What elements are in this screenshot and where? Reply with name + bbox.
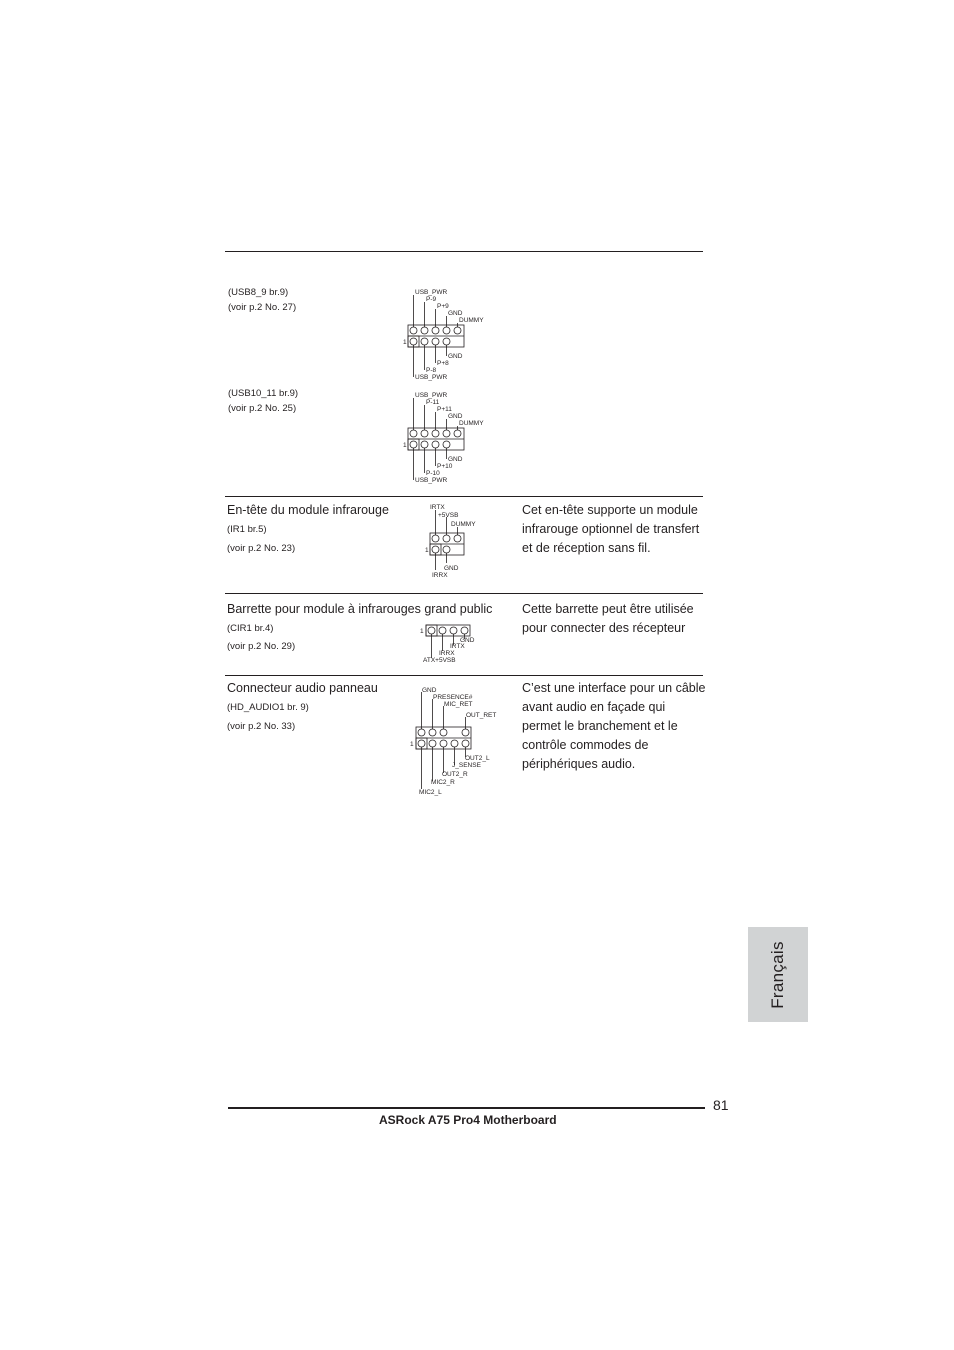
pin-label: GND — [444, 565, 459, 572]
pin-label: GND — [460, 637, 475, 644]
pin-label: P-9 — [426, 296, 437, 303]
pin-label: P-8 — [426, 367, 437, 374]
audio-description: C’est une interface pour un câble avant audio en façade qui permet le branchement et le contrôle commodes de périphériques audio. — [522, 681, 706, 771]
pin-label: USB_PWR — [415, 392, 448, 399]
pin-label: GND — [448, 310, 463, 317]
pin-label: GND — [422, 687, 437, 694]
pin-label: OUT_RET — [466, 712, 497, 719]
top-rule — [225, 251, 703, 252]
pin-1-marker: 1 — [420, 628, 424, 635]
pin-1-marker: 1 — [403, 339, 407, 346]
pin-label: MIC_RET — [444, 701, 473, 708]
cir-ref: (voir p.2 No. 29) — [227, 641, 296, 652]
pin-label: IRRX — [439, 650, 455, 657]
pin-label: GND — [448, 353, 463, 360]
pin-label: P+8 — [437, 360, 449, 367]
usb10-11-pin-diagram — [400, 388, 510, 488]
usb8-9-pin-diagram — [400, 285, 510, 385]
pin-label: USB_PWR — [415, 374, 448, 381]
pin-label: DUMMY — [459, 317, 484, 324]
pin-1-marker: 1 — [403, 442, 407, 449]
pin-label: MIC2_R — [431, 779, 455, 786]
pin-label: P+11 — [437, 406, 452, 413]
ir-pin-diagram — [422, 500, 492, 582]
usb10-11-code: (USB10_11 br.9) — [228, 388, 299, 399]
section-rule — [225, 593, 703, 594]
audio-code: (HD_AUDIO1 br. 9) — [227, 702, 309, 713]
footer-title: ASRock A75 Pro4 Motherboard — [379, 1113, 557, 1127]
pin-label: P-10 — [426, 470, 440, 477]
section-rule — [225, 675, 703, 676]
ir-description: Cet en-tête supporte un module infrarouge optionnel de transfert et de réception sans fil. — [522, 503, 700, 555]
cir-title: Barrette pour module à infrarouges grand public — [227, 602, 493, 616]
ir-ref: (voir p.2 No. 23) — [227, 543, 296, 554]
usb10-11-ref: (voir p.2 No. 25) — [228, 403, 297, 414]
usb8-9-ref: (voir p.2 No. 27) — [228, 302, 297, 313]
audio-pin-diagram — [408, 684, 508, 800]
pin-label: P+9 — [437, 303, 449, 310]
cir-description: Cette barrette peut être utilisée pour connecter des récepteur — [522, 602, 694, 635]
pin-1-marker: 1 — [410, 741, 414, 748]
language-tab-label: Français — [768, 940, 787, 1009]
pin-label: IRTX — [450, 643, 465, 650]
pin-label: GND — [448, 413, 463, 420]
cir-code: (CIR1 br.4) — [227, 623, 274, 634]
pin-label: GND — [448, 456, 463, 463]
pin-label: OUT2_L — [465, 755, 490, 762]
footer-rule — [228, 1107, 705, 1109]
pin-label: IRTX — [430, 504, 445, 511]
pin-label: +5VSB — [438, 512, 459, 519]
usb8-9-code: (USB8_9 br.9) — [228, 287, 289, 298]
section-rule — [225, 496, 703, 497]
pin-label: USB_PWR — [415, 477, 448, 484]
pin-1-marker: 1 — [425, 547, 429, 554]
page-number: 81 — [713, 1097, 729, 1113]
pin-label: OUT2_R — [442, 771, 468, 778]
ir-title: En-tête du module infrarouge — [227, 503, 389, 517]
pin-label: MIC2_L — [419, 789, 442, 796]
pin-label: IRRX — [432, 572, 448, 579]
pin-label: P+10 — [437, 463, 453, 470]
pin-label: ATX+5VSB — [423, 657, 456, 664]
cir-pin-diagram — [418, 622, 498, 668]
pin-label: DUMMY — [459, 420, 484, 427]
pin-label: J_SENSE — [452, 762, 481, 769]
pin-label: USB_PWR — [415, 289, 448, 296]
pin-label: PRESENCE# — [433, 694, 473, 701]
pin-label: P-11 — [426, 399, 440, 406]
ir-code: (IR1 br.5) — [227, 524, 267, 535]
audio-ref: (voir p.2 No. 33) — [227, 721, 296, 732]
audio-title: Connecteur audio panneau — [227, 681, 378, 695]
pin-label: DUMMY — [451, 521, 476, 528]
language-tab — [748, 927, 808, 1022]
